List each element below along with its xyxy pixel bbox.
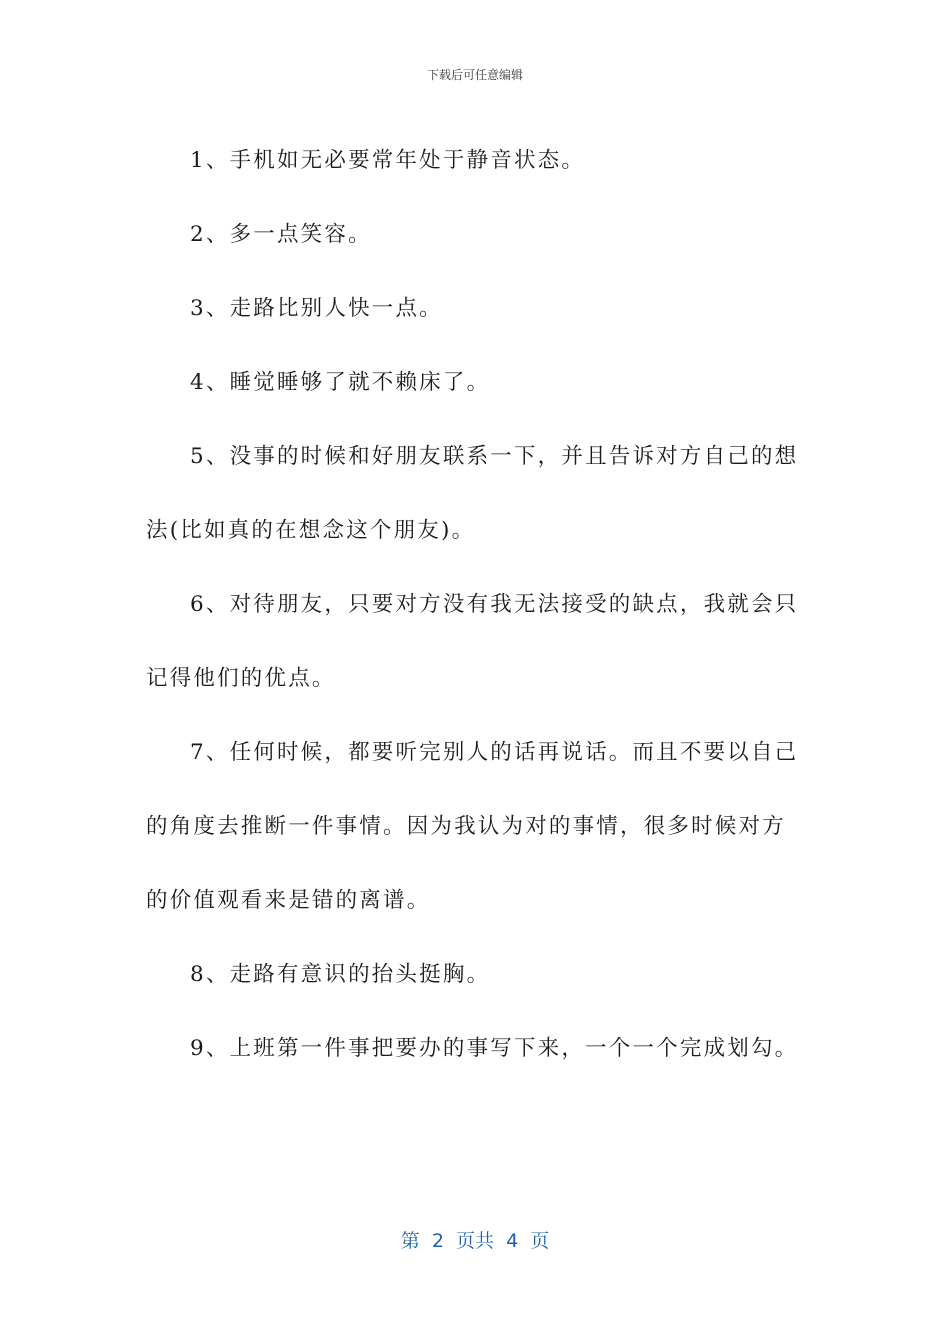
- paragraph-1: 1、手机如无必要常年处于静音状态。: [190, 148, 586, 173]
- paragraph-9: 9、上班第一件事把要办的事写下来，一个一个完成划勾。: [190, 1036, 799, 1061]
- paragraph-6: 6、对待朋友，只要对方没有我无法接受的缺点，我就会只记得他们的优点。: [146, 592, 799, 691]
- page-number-footer: 第 2 页共 4 页: [400, 1230, 550, 1252]
- paragraph-3: 3、走路比别人快一点。: [190, 296, 443, 321]
- header-note: 下载后可任意编辑: [426, 68, 523, 82]
- paragraph-8: 8、走路有意识的抬头挺胸。: [190, 962, 491, 987]
- document-body: [146, 124, 806, 1086]
- paragraph-4: 4、睡觉睡够了就不赖床了。: [190, 370, 491, 395]
- paragraph-7: 7、任何时候，都要听完别人的话再说话。而且不要以自己的角度去推断一件事情。因为我认为对的事情，很多时候对方的价值观看来是错的离谱。: [146, 740, 799, 913]
- paragraph-2: 2、多一点笑容。: [190, 222, 372, 247]
- paragraph-5: 5、没事的时候和好朋友联系一下，并且告诉对方自己的想法(比如真的在想念这个朋友)。: [146, 444, 799, 543]
